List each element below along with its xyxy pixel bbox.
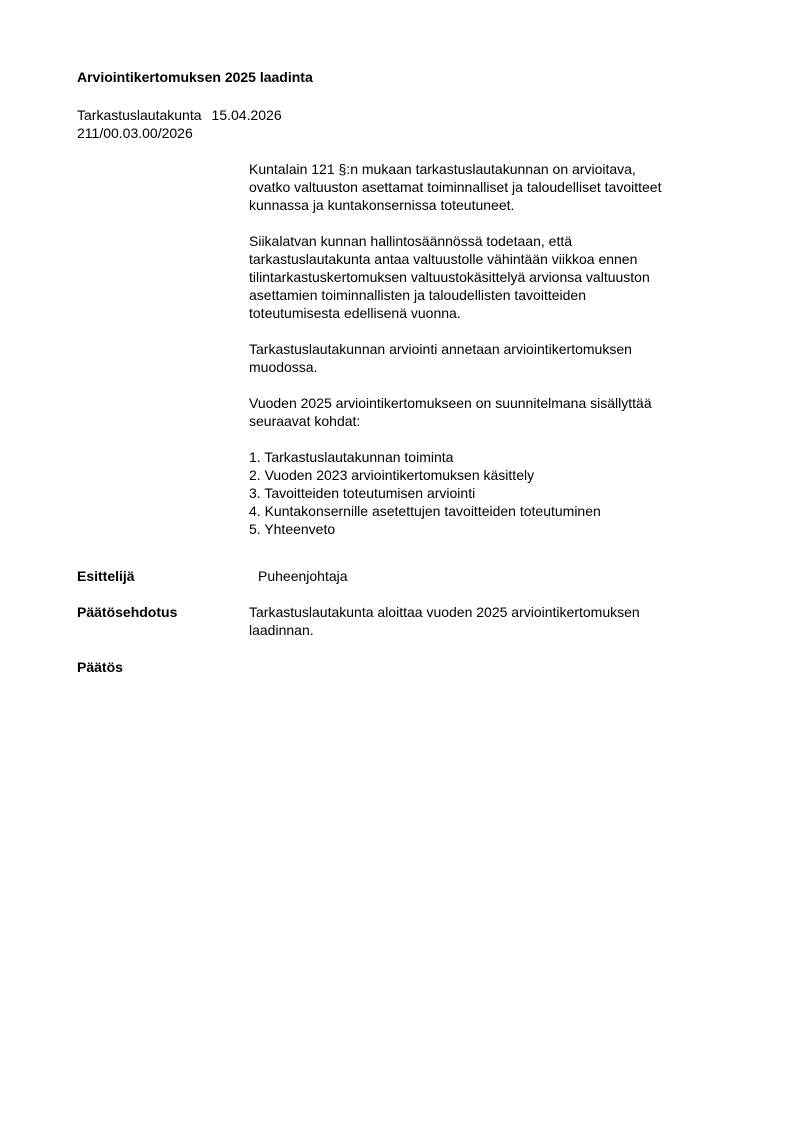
paragraph-2: Siikalatvan kunnan hallintosäännössä todetaan, että tarkastuslautakunta antaa valtuustolle vähintään viikkoa ennen tilintarkastuskertomuksen valtuustokäsittelyä arvionsa valtuuston asettamien toiminnallisten ja taloudellisten tavoitteiden toteutumisesta edellisenä vuonna. bbox=[249, 233, 650, 321]
presenter-label: Esittelijä bbox=[77, 568, 135, 584]
record-number: 211/00.03.00/2026 bbox=[77, 125, 193, 141]
paragraph-3: Tarkastuslautakunnan arviointi annetaan arviointikertomuksen muodossa. bbox=[249, 341, 632, 375]
paragraph-4: Vuoden 2025 arviointikertomukseen on suunnitelmana sisällyttää seuraavat kohdat: bbox=[249, 395, 652, 429]
meta-body-date bbox=[77, 106, 282, 124]
proposal-value: Tarkastuslautakunta aloittaa vuoden 2025 arviointikertomuksen laadinnan. bbox=[249, 604, 640, 638]
paragraph-1: Kuntalain 121 §:n mukaan tarkastuslautakunnan on arvioitava, ovatko valtuuston asettamat toiminnalliset ja taloudelliset tavoitteet kunnassa ja kuntakonsernissa toteutuneet. bbox=[249, 161, 662, 213]
document-title: Arviointikertomuksen 2025 laadinta bbox=[77, 69, 313, 85]
proposal-label: Päätösehdotus bbox=[77, 604, 178, 620]
body-name: Tarkastuslautakunta bbox=[77, 107, 202, 123]
presenter-value: Puheenjohtaja bbox=[258, 568, 348, 584]
body-text bbox=[249, 160, 729, 538]
list-item: 4. Kuntakonsernille asetettujen tavoitteiden toteutuminen bbox=[249, 503, 601, 519]
meeting-date: 15.04.2026 bbox=[211, 107, 282, 123]
list-item: 5. Yhteenveto bbox=[249, 521, 336, 537]
list-item: 2. Vuoden 2023 arviointikertomuksen käsittely bbox=[249, 467, 535, 483]
list-item: 3. Tavoitteiden toteutumisen arviointi bbox=[249, 485, 476, 501]
agenda-list bbox=[249, 448, 729, 538]
decision-label: Päätös bbox=[77, 659, 123, 675]
list-item: 1. Tarkastuslautakunnan toiminta bbox=[249, 449, 454, 465]
